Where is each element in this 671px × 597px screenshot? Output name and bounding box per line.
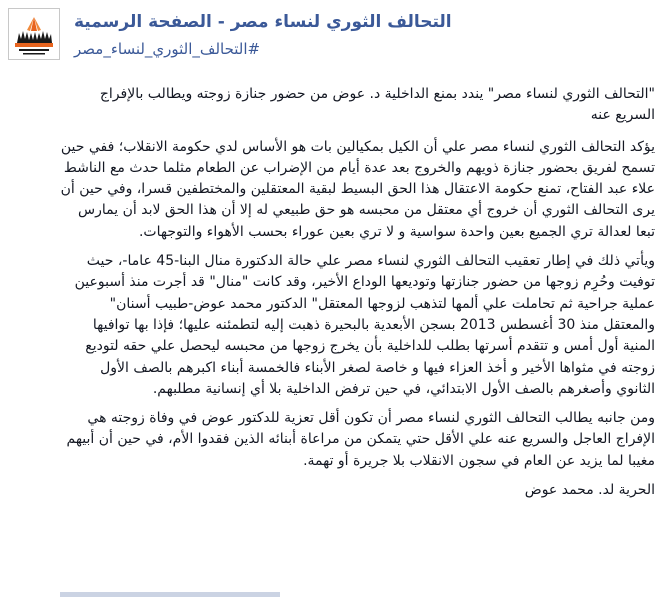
- truncated-link-strip: [60, 592, 280, 597]
- post-signature: الحرية لد. محمد عوض: [524, 482, 655, 499]
- post-header: [6, 8, 665, 68]
- post-body: [60, 84, 655, 509]
- post-paragraph-2: ويأتي ذلك في إطار تعقيب التحالف الثوري لنساء مصر علي حالة الدكتورة منال البنا-45 عاما-، حيث توفيت وحُرِم زوجها من حضور جنازتها وتوديعها الوداع الأخير، وقد كانت "منال" قد أجرت منذ أسبوعين عملية جراحية ثم تحاملت علي ألمها لتذهب لزوجها المعتقل" الدكتور محمد عوض-طبيب أسنان" والمعتقل منذ 30 أغسطس 2013 بسجن الأبعدية بالبحيرة ذهبت إليه لتطمئنه عليها؛ فإذا بها توافيها المنية أول أمس و تتقدم أسرتها بطلب للداخلية بأن يخرج زوجها من محبسه ليحصل علي حقه لتوديع زوجته في مثواها الأخير و أخذ العزاء فيها و خاصة لصغر الأبناء فالخمسة أبناء اكبرهم بالصف الأول الثانوي وأصغرهم بالصف الأول الابتدائي، في حين ترفض الداخلية بلا أي إنسانية مطلبهم.: [74, 253, 655, 397]
- page-name-link[interactable]: التحالف الثوري لنساء مصر - الصفحة الرسمية: [74, 12, 452, 32]
- post-paragraph-1: يؤكد التحالف الثوري لنساء مصر علي أن الكيل بمكيالين بات هو الأساس لدي حكومة الانقلاب؛ ففي حين تسمح لفريق بحضور جنازة ذويهم والخروج بعد عدة أيام من الإضراب عن الطعام مثلما حدث مع الناشط علاء عبد الفتاح، تمنع حكومة الاعتقال هذا الحق البسيط لبقية المعتقلين والمختطفين قسرا، وفي حين أن يرى التحالف الثوري أن خروج أي معتقل من محبسه هو حق طبيعي له إلا أن هذا الحق لابد أن يمارس تبعا لعدالة تري الجميع بعين واحدة سواسية و لا تري بعين عوراء بحسب الأهواء والتوجهات.: [60, 138, 655, 240]
- page-avatar[interactable]: [8, 8, 60, 60]
- revolutionary-alliance-logo-icon: [9, 9, 59, 59]
- post-headline: "التحالف الثوري لنساء مصر" يندد بمنع الداخلية د. عوض من حضور جنازة زوجته ويطالب بالإفراج السريع عنه: [99, 86, 655, 124]
- post-paragraph-3: ومن جانبه يطالب التحالف الثوري لنساء مصر أن تكون أقل تعزية للدكتور عوض في وفاة زوجته هي الإفراج العاجل والسريع عنه علي الأقل حتي يتمكن من مراعاة أبنائه الذين فقدوا الأم، في حين أن أبيهم مغيبا لما يزيد عن العام في سجون الانقلاب بلا جريرة أو تهمة.: [66, 410, 655, 469]
- hashtag-link[interactable]: #التحالف_الثوري_لنساء_مصر: [74, 40, 261, 58]
